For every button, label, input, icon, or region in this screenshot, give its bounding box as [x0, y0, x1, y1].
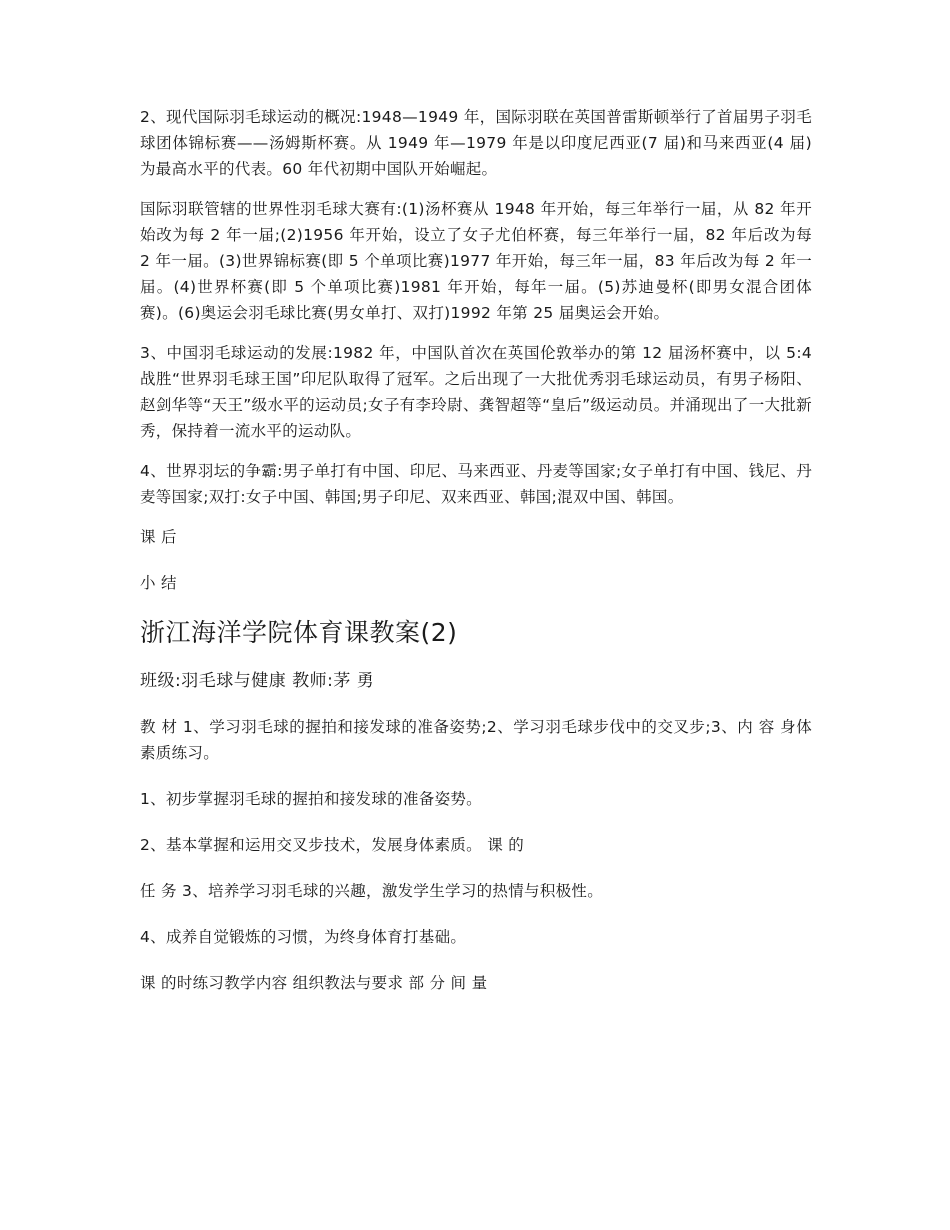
- summary-label: 小 结: [140, 574, 177, 592]
- task-item-2: 2、基本掌握和运用交叉步技术，发展身体素质。 课 的: [140, 836, 525, 854]
- after-class-label: 课 后: [140, 528, 177, 546]
- history-paragraph-modern: 2、现代国际羽毛球运动的概况:1948—1949 年，国际羽联在英国普雷斯顿举行了首届男子羽毛球团体锦标赛——汤姆斯杯赛。从 1949 年—1979 年是以印度尼西亚(7 届)和马来西亚(4 届)为最高水平的代表。60 年代初期中国队开始崛起。: [140, 108, 812, 178]
- class-teacher-line: 班级:羽毛球与健康 教师:茅 勇: [140, 671, 375, 691]
- history-paragraph-china: 3、中国羽毛球运动的发展:1982 年，中国队首次在英国伦敦举办的第 12 届汤杯赛中，以 5:4 战胜“世界羽毛球王国”印尼队取得了冠军。之后出现了一大批优秀羽毛球运动员，有男子杨阳、赵剑华等“天王”级水平的运动员;女子有李玲尉、龚智超等“皇后”级运动员。并涌现出了一大批新秀，保持着一流水平的运动队。: [140, 344, 812, 440]
- task-item-4: 4、成养自觉锻炼的习惯，为终身体育打基础。: [140, 928, 467, 946]
- document-page: [140, 104, 812, 1016]
- history-paragraph-rivalry: 4、世界羽坛的争霸:男子单打有中国、印尼、马来西亚、丹麦等国家;女子单打有中国、钱尼、丹麦等国家;双打:女子中国、韩国;男子印尼、双来西亚、韩国;混双中国、韩国。: [140, 462, 812, 506]
- task-item-1: 1、初步掌握羽毛球的握拍和接发球的准备姿势。: [140, 790, 482, 808]
- history-paragraph-competitions: 国际羽联管辖的世界性羽毛球大赛有:(1)汤杯赛从 1948 年开始，每三年举行一届，从 82 年开始改为每 2 年一届;(2)1956 年开始，设立了女子尤伯杯赛，每三年举行一届，82 年后改为每 2 年一届。(3)世界锦标赛(即 5 个单项比赛)1977 年开始，每三年一届，83 年后改为每 2 年一届。(4)世界杯赛(即 5 个单项比赛)1981 年开始，每年一届。(5)苏迪曼杯(即男女混合团体赛)。(6)奥运会羽毛球比赛(男女单打、双打)1992 年第 25 届奥运会开始。: [140, 200, 812, 322]
- lesson-plan-title: 浙江海洋学院体育课教案(2): [140, 618, 458, 647]
- table-header-row: 课 的时练习教学内容 组织教法与要求 部 分 间 量: [140, 974, 488, 992]
- material-content-line: 教 材 1、学习羽毛球的握拍和接发球的准备姿势;2、学习羽毛球步伐中的交叉步;3、内 容 身体素质练习。: [140, 718, 812, 762]
- task-item-3: 任 务 3、培养学习羽毛球的兴趣，激发学生学习的热情与积极性。: [140, 882, 604, 900]
